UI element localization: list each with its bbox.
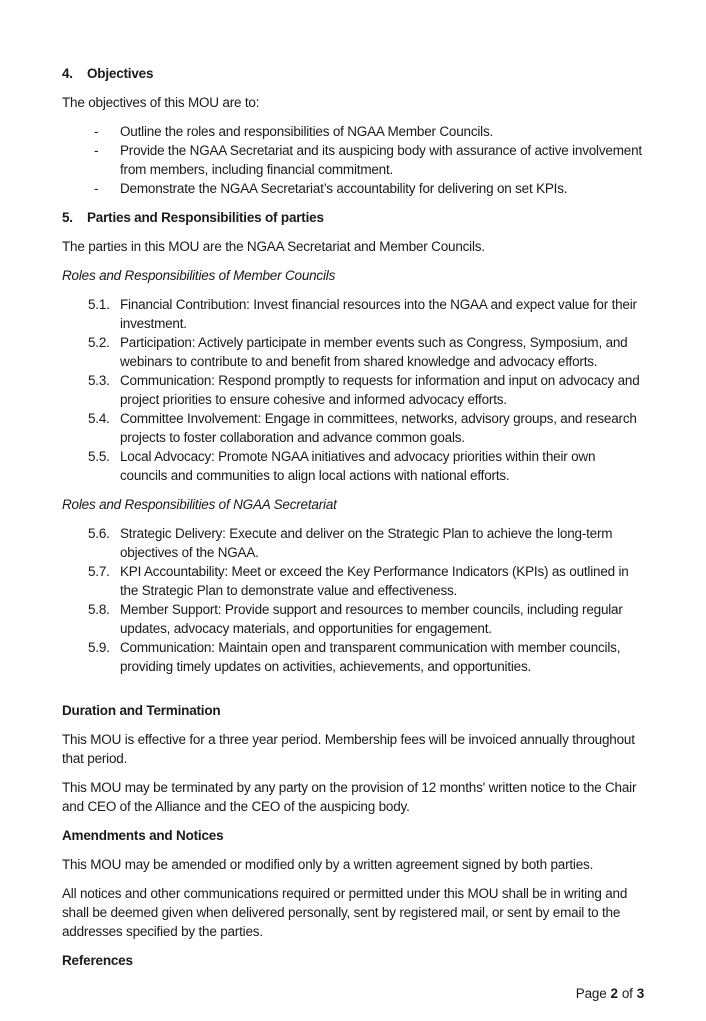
footer-of-label: of bbox=[621, 986, 633, 1001]
section-number: 5. bbox=[62, 210, 73, 225]
page-footer bbox=[576, 984, 644, 1003]
item-number: 5.8. bbox=[88, 602, 110, 617]
list-item bbox=[88, 524, 644, 562]
duration-paragraph: This MOU is effective for a three year period. Membership fees will be invoiced annually throughout that period. bbox=[62, 732, 635, 766]
section-heading-parties bbox=[62, 208, 644, 227]
section-title: Parties and Responsibilities of parties bbox=[87, 210, 324, 225]
section-heading-duration: Duration and Termination bbox=[62, 703, 221, 718]
list-item bbox=[88, 600, 644, 638]
list-item-text: Communication: Respond promptly to requests for information and input on advocacy and project priorities to ensure cohesive and informed advocacy efforts. bbox=[120, 373, 640, 407]
list-item bbox=[94, 179, 644, 198]
footer-total-pages: 3 bbox=[636, 986, 644, 1001]
list-item-text: Member Support: Provide support and resources to member councils, including regular updates, advocacy materials, and opportunities for engagement. bbox=[120, 602, 623, 636]
member-councils-list bbox=[62, 295, 644, 485]
list-item-text: Committee Involvement: Engage in committees, networks, advisory groups, and research projects to foster collaboration and advance common goals. bbox=[120, 411, 637, 445]
list-item-text: Local Advocacy: Promote NGAA initiatives and advocacy priorities within their own councils and communities to align local actions with national efforts. bbox=[120, 449, 596, 483]
objectives-list bbox=[62, 122, 644, 198]
list-item bbox=[88, 409, 644, 447]
list-item bbox=[94, 141, 644, 179]
list-item-text: Outline the roles and responsibilities of NGAA Member Councils. bbox=[120, 124, 494, 139]
list-item bbox=[88, 333, 644, 371]
list-item bbox=[88, 638, 644, 676]
list-item-text: Strategic Delivery: Execute and deliver on the Strategic Plan to achieve the long-term objectives of the NGAA. bbox=[120, 526, 613, 560]
list-item bbox=[88, 562, 644, 600]
section-number: 4. bbox=[62, 66, 73, 81]
list-item-text: Participation: Actively participate in member events such as Congress, Symposium, and webinars to contribute to and benefit from shared knowledge and advocacy efforts. bbox=[120, 335, 628, 369]
section-heading-references: References bbox=[62, 953, 133, 968]
list-item-text: KPI Accountability: Meet or exceed the Key Performance Indicators (KPIs) as outlined in the Strategic Plan to demonstrate value and effectiveness. bbox=[120, 564, 629, 598]
list-item bbox=[88, 371, 644, 409]
list-item-text: Communication: Maintain open and transparent communication with member councils, providing timely updates on activities, achievements, and opportunities. bbox=[120, 640, 621, 674]
item-number: 5.5. bbox=[88, 449, 110, 464]
item-number: 5.4. bbox=[88, 411, 110, 426]
item-number: 5.3. bbox=[88, 373, 110, 388]
list-item-text: Financial Contribution: Invest financial resources into the NGAA and expect value for their investment. bbox=[120, 297, 637, 331]
list-item bbox=[88, 295, 644, 333]
list-item bbox=[88, 447, 644, 485]
dash-bullet: - bbox=[94, 181, 99, 196]
amendments-paragraph: All notices and other communications required or permitted under this MOU shall be in writing and shall be deemed given when delivered personally, sent by registered mail, or sent by email to the addresses specified by the parties. bbox=[62, 886, 628, 939]
amendments-paragraph: This MOU may be amended or modified only by a written agreement signed by both parties. bbox=[62, 857, 594, 872]
dash-bullet: - bbox=[94, 143, 99, 158]
duration-paragraph: This MOU may be terminated by any party on the provision of 12 months' written notice to the Chair and CEO of the Alliance and the CEO of the auspicing body. bbox=[62, 780, 637, 814]
objectives-intro: The objectives of this MOU are to: bbox=[62, 95, 260, 110]
item-number: 5.6. bbox=[88, 526, 110, 541]
list-item-text: Demonstrate the NGAA Secretariat’s accountability for delivering on set KPIs. bbox=[120, 181, 568, 196]
subheading-ngaa-secretariat: Roles and Responsibilities of NGAA Secretariat bbox=[62, 497, 337, 512]
item-number: 5.1. bbox=[88, 297, 110, 312]
dash-bullet: - bbox=[94, 124, 99, 139]
item-number: 5.2. bbox=[88, 335, 110, 350]
footer-page-label: Page bbox=[575, 986, 607, 1001]
secretariat-list bbox=[62, 524, 644, 676]
parties-intro: The parties in this MOU are the NGAA Secretariat and Member Councils. bbox=[62, 239, 485, 254]
section-heading-objectives bbox=[62, 64, 644, 83]
section-heading-amendments: Amendments and Notices bbox=[62, 828, 224, 843]
item-number: 5.7. bbox=[88, 564, 110, 579]
list-item bbox=[94, 122, 644, 141]
list-item-text: Provide the NGAA Secretariat and its auspicing body with assurance of active involvement from members, including financial commitment. bbox=[120, 143, 642, 177]
footer-current-page: 2 bbox=[610, 986, 618, 1001]
subheading-member-councils: Roles and Responsibilities of Member Councils bbox=[62, 268, 336, 283]
item-number: 5.9. bbox=[88, 640, 110, 655]
section-title: Objectives bbox=[87, 66, 154, 81]
